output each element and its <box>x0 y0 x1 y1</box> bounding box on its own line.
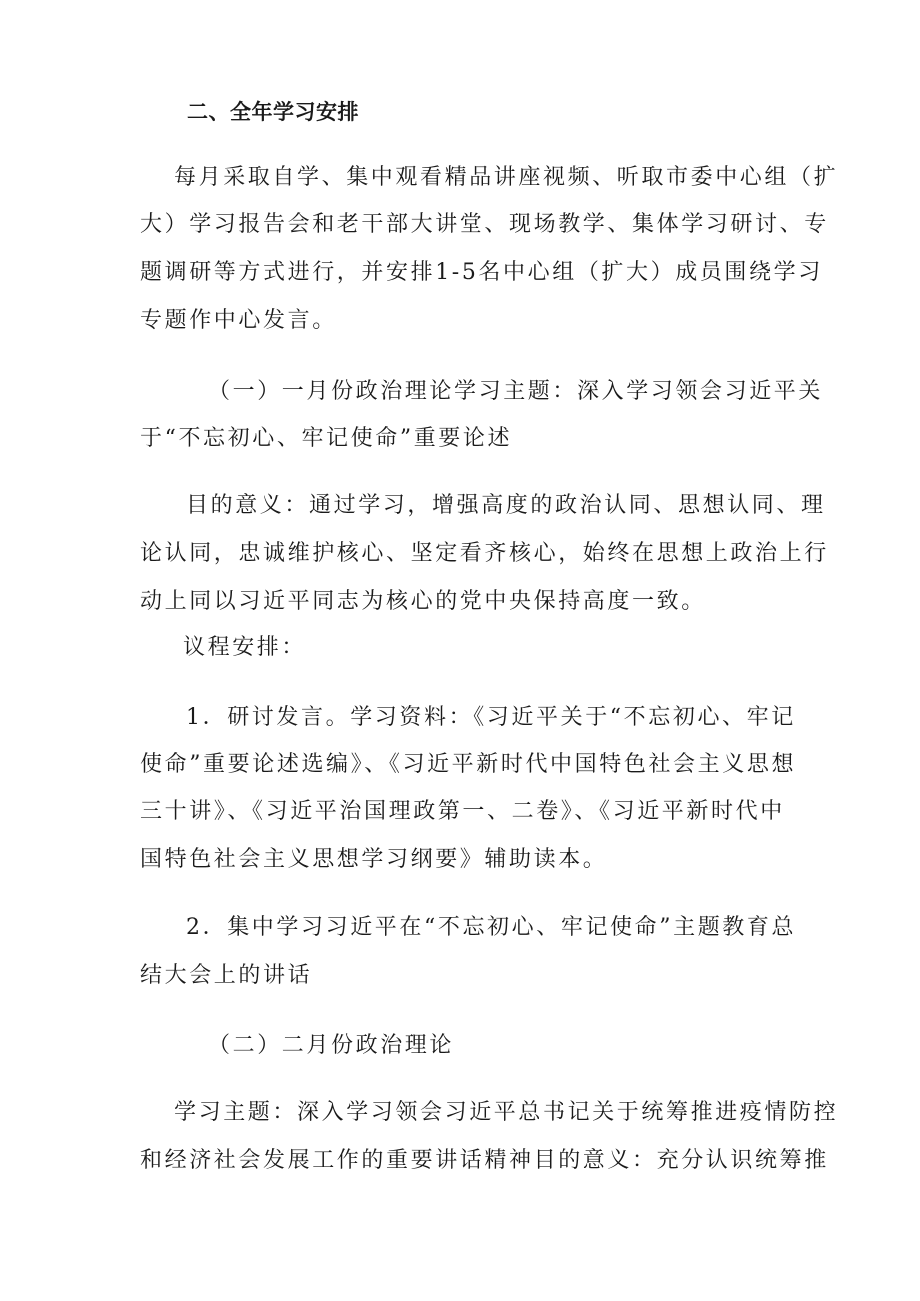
february-body-line: 和经济社会发展工作的重要讲话精神目的意义：充分认识统筹推 <box>140 1148 829 1173</box>
agenda-item-1-line: 1．研讨发言。学习资料：《习近平关于“不忘初心、牢记 <box>186 705 796 730</box>
agenda-item-1-line: 三十讲》、《习近平治国理政第一、二卷》、《习近平新时代中 <box>140 799 785 824</box>
agenda-label: 议程安排： <box>183 635 307 660</box>
january-purpose-line: 动上同以习近平同志为核心的党中央保持高度一致。 <box>140 589 706 614</box>
agenda-item-1-line: 国特色社会主义思想学习纲要》辅助读本。 <box>140 847 608 872</box>
january-topic-title-line: 于“不忘初心、牢记使命”重要论述 <box>140 426 513 451</box>
february-topic-title: （二）二月份政治理论 <box>208 1033 455 1058</box>
intro-paragraph-line: 专题作中心发言。 <box>140 308 337 333</box>
agenda-item-1-line: 使命”重要论述选编》、《习近平新时代中国特色社会主义思想 <box>140 752 797 777</box>
intro-paragraph-line: 大）学习报告会和老干部大讲堂、现场教学、集体学习研讨、专 <box>140 212 829 237</box>
january-topic-title-line: （一）一月份政治理论学习主题：深入学习领会习近平关 <box>208 379 824 404</box>
february-body-line: 学习主题：深入学习领会习近平总书记关于统筹推进疫情防控 <box>174 1100 839 1125</box>
january-purpose-line: 论认同，忠诚维护核心、坚定看齐核心，始终在思想上政治上行 <box>140 541 829 566</box>
intro-paragraph-line: 每月采取自学、集中观看精品讲座视频、听取市委中心组（扩 <box>174 165 839 190</box>
agenda-item-2-line: 2．集中学习习近平在“不忘初心、牢记使命”主题教育总 <box>186 915 797 940</box>
january-purpose-line: 目的意义：通过学习，增强高度的政治认同、思想认同、理 <box>186 493 826 518</box>
section-heading: 二、全年学习安排 <box>187 100 359 124</box>
intro-paragraph-line: 题调研等方式进行，并安排1-5名中心组（扩大）成员围绕学习 <box>140 260 823 285</box>
agenda-item-2-line: 结大会上的讲话 <box>140 963 313 988</box>
